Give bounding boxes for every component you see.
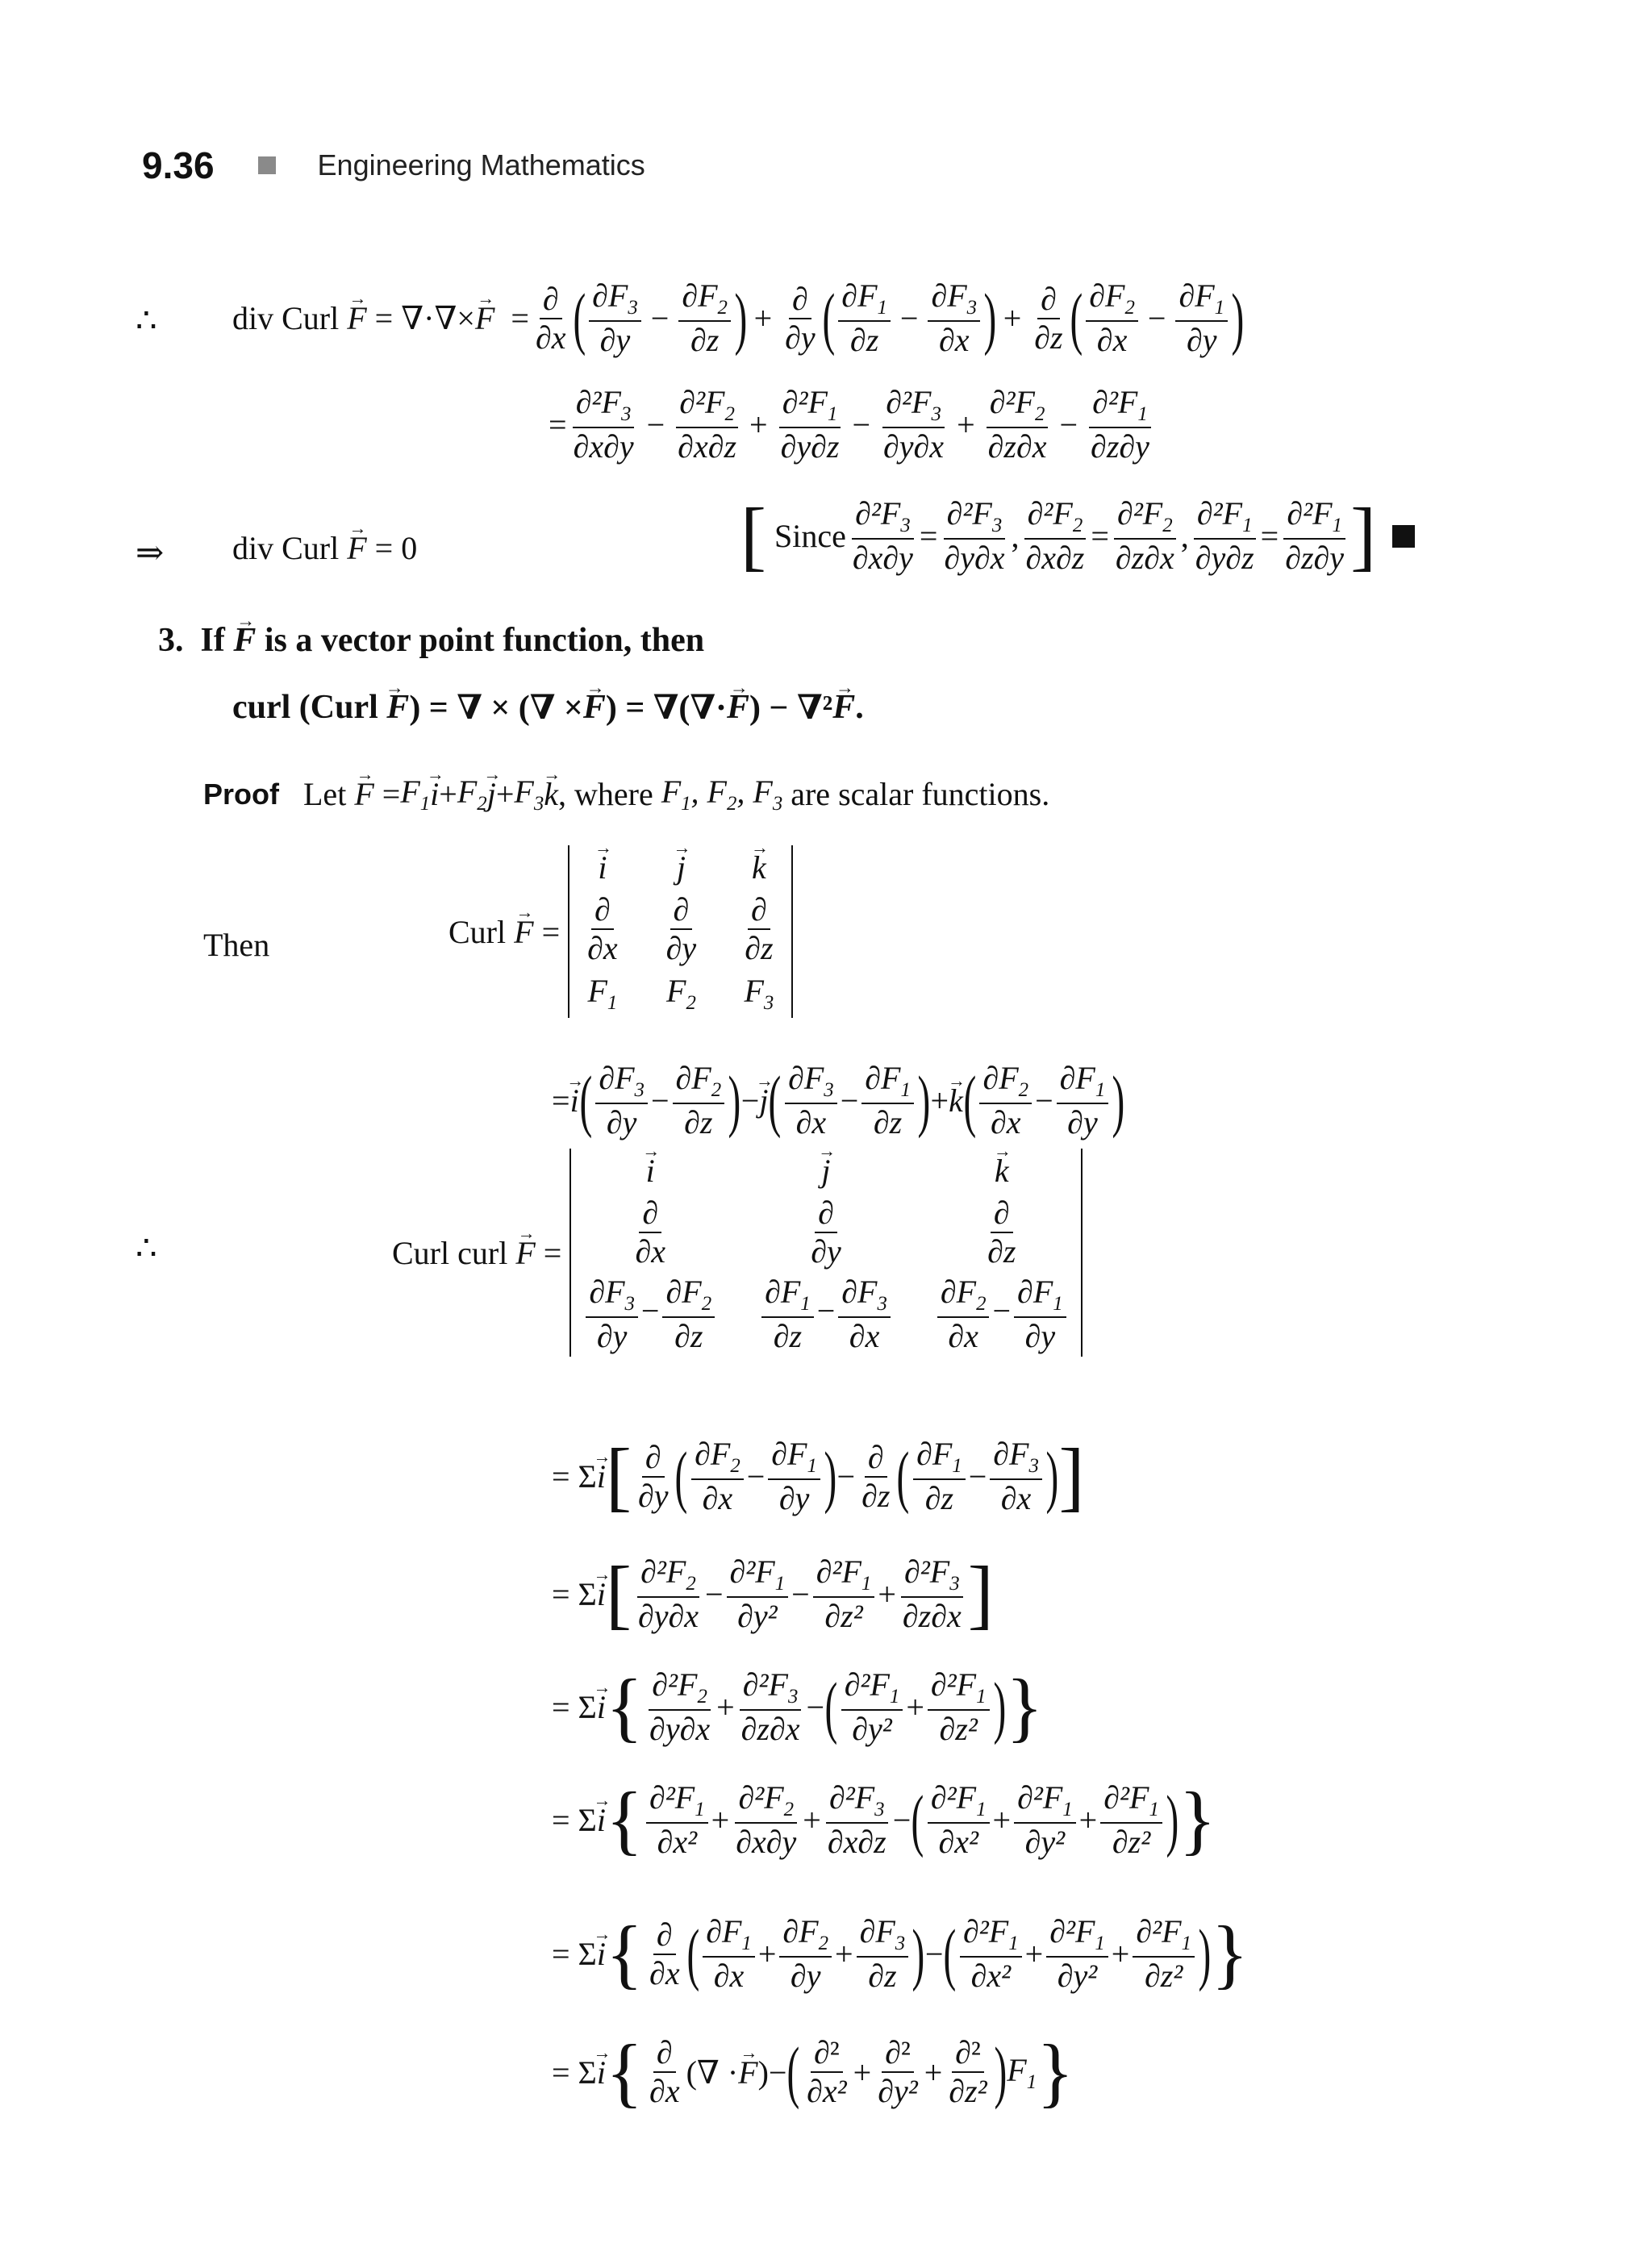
theorem-number: 3. bbox=[158, 622, 184, 659]
equation-div-curl-2: = $\partial^2F_3$ ∂x∂y − $\frac{\partial^2F_2}{\partial x\partial z}$ + $\frac{\partial^2F_1}{\partial y\partial z}$ − $\frac{\partial^2F_3}{\partial y\partial x}$ + $\frac{\partial^2F_2}{\partial z\partial x}$ − $\frac{\partial^2F_1}{\partial z\partial y}$ bbox=[549, 384, 1149, 465]
curl-f-expansion: = i → ( $\partial F_3$ ∂y − $\partial F_2$ ∂z ) − j → ( $\partial F_3$ ∂x − $\partial F_1$ ∂z ) + k → ( $\partial F_2$ ∂x − $\partial F_1$ ∂y ) bbox=[552, 1061, 1125, 1140]
curl-f-determinant: Curl F → = i → j → k → ∂ ∂x ∂ ∂y ∂ ∂z $F_1$ $F_2$ $F_3$ bbox=[448, 845, 793, 1018]
sum-line-6: = Σ i → { ∂ ∂x (∇ · F → )− ( ∂² ∂x² + ∂² ∂y² + ∂² ∂z² ) $F_1$ } bbox=[552, 2036, 1074, 2108]
proof-scalar-text: are scalar functions. bbox=[791, 776, 1050, 812]
div-curl-text: div Curl bbox=[232, 300, 340, 337]
since-text: Since bbox=[774, 518, 846, 555]
implies-symbol: ⇒ bbox=[136, 535, 165, 572]
sum-line-5: = Σ i → { ∂ ∂x ( $\partial F_1$ ∂x + $\partial F_2$ ∂y + $\partial F_3$ ∂z ) − ( $\partial^2F_1$ ∂x² + $\partial^2F_1$ ∂y² + $\partial^2F_1$ ∂z² ) } bbox=[552, 1915, 1249, 1993]
curl-curl-f-text: Curl curl bbox=[392, 1234, 508, 1271]
curl-curl-f-determinant: Curl curl F → = i → j → k → ∂ ∂x ∂ ∂y ∂ ∂z $\frac{\partial F_3}{\partial y}$ − $\frac{\partial F_2}{\partial z}$ $\frac{\partial F_1}{\partial z}$ − $\frac{\partial F_3}{\partial x}$ $\frac{\partial F_2}{\partial x}$ − $\frac{\partial F_1}{\partial y}$ bbox=[392, 1149, 1083, 1357]
proof-statement: Proof Let F → = $F_1$ i → + $F_2$ j → + $F_3$ k → , where $F_1$, $F_2$, $F_3$ are scalar functions. bbox=[203, 773, 1049, 815]
sum-line-1: = Σ i → [ ∂ ∂y ( $\partial F_2$ ∂x − $\partial F_1$ ∂y ) − ∂ ∂z ( $\partial F_1$ ∂z − $\partial F_3$ ∂x ) ] bbox=[552, 1437, 1084, 1516]
end-of-proof-icon bbox=[1392, 525, 1415, 548]
then-text: Then bbox=[203, 927, 270, 963]
header-square-icon bbox=[258, 156, 276, 174]
page-header bbox=[142, 144, 645, 187]
theorem-if: If bbox=[200, 622, 225, 659]
theorem-3-equation: curl (Curl F → ) = ∇ × (∇ × F → ) = ∇(∇· F → ) − ∇² F → . bbox=[232, 687, 864, 728]
div-curl-text-2: div Curl bbox=[232, 530, 340, 566]
curl-f-text: Curl bbox=[448, 913, 507, 950]
book-title: Engineering Mathematics bbox=[317, 148, 645, 181]
theorem-3-statement: 3. If F → is a vector point function, then bbox=[158, 621, 704, 660]
therefore-symbol: ∴ bbox=[136, 302, 157, 340]
sum-line-3: = Σ i → { $\partial^2F_2$ ∂y∂x + $\partial^2F_3$ ∂z∂x − ( $\partial^2F_1$ ∂y² + $\partial^2F_1$ ∂z² ) } bbox=[552, 1668, 1043, 1746]
theorem-line1: is a vector point function, then bbox=[264, 622, 705, 659]
therefore-symbol-2: ∴ bbox=[136, 1230, 157, 1267]
proof-let: Let bbox=[303, 776, 347, 812]
since-condition: [ Since $\partial^2F_3$ ∂x∂y = $\partial^2F_3$ ∂y∂x , $\partial^2F_2$ ∂x∂z = $\partial^2F_2$ ∂z∂x , $\partial^2F_1$ ∂y∂z = $\partial^2F_1$ ∂z∂y ] bbox=[740, 497, 1415, 575]
sum-line-2: = Σ i → [ $\partial^2F_2$ ∂y∂x − $\partial^2F_1$ ∂y² − $\partial^2F_1$ ∂z² + $\partial^2F_3$ ∂z∂x ] bbox=[552, 1555, 994, 1633]
equation-div-curl-1: div Curl F → = ∇·∇× F → = ∂ ∂x ( $\partial F_3$ ∂y − $\frac{\partial F_2}{\partial z}$ ) + ∂ ∂y ( $\partial F_1$ ∂z − $\frac{\partial F_3}{\partial x}$ ) + ∂ ∂z ( $\partial F_2$ ∂x − $\frac{\partial F_1}{\partial y}$ ) bbox=[232, 279, 1245, 357]
sum-line-4: = Σ i → { $\partial^2F_1$ ∂x² + $\partial^2F_2$ ∂x∂y + $\partial^2F_3$ ∂x∂z − ( $\partial^2F_1$ ∂x² + $\partial^2F_1$ ∂y² + $\partial^2F_1$ ∂z² ) } bbox=[552, 1781, 1216, 1859]
proof-label: Proof bbox=[203, 777, 279, 811]
page-number: 9.36 bbox=[142, 144, 215, 186]
equation-div-curl-zero: div Curl F → = 0 bbox=[232, 529, 417, 567]
